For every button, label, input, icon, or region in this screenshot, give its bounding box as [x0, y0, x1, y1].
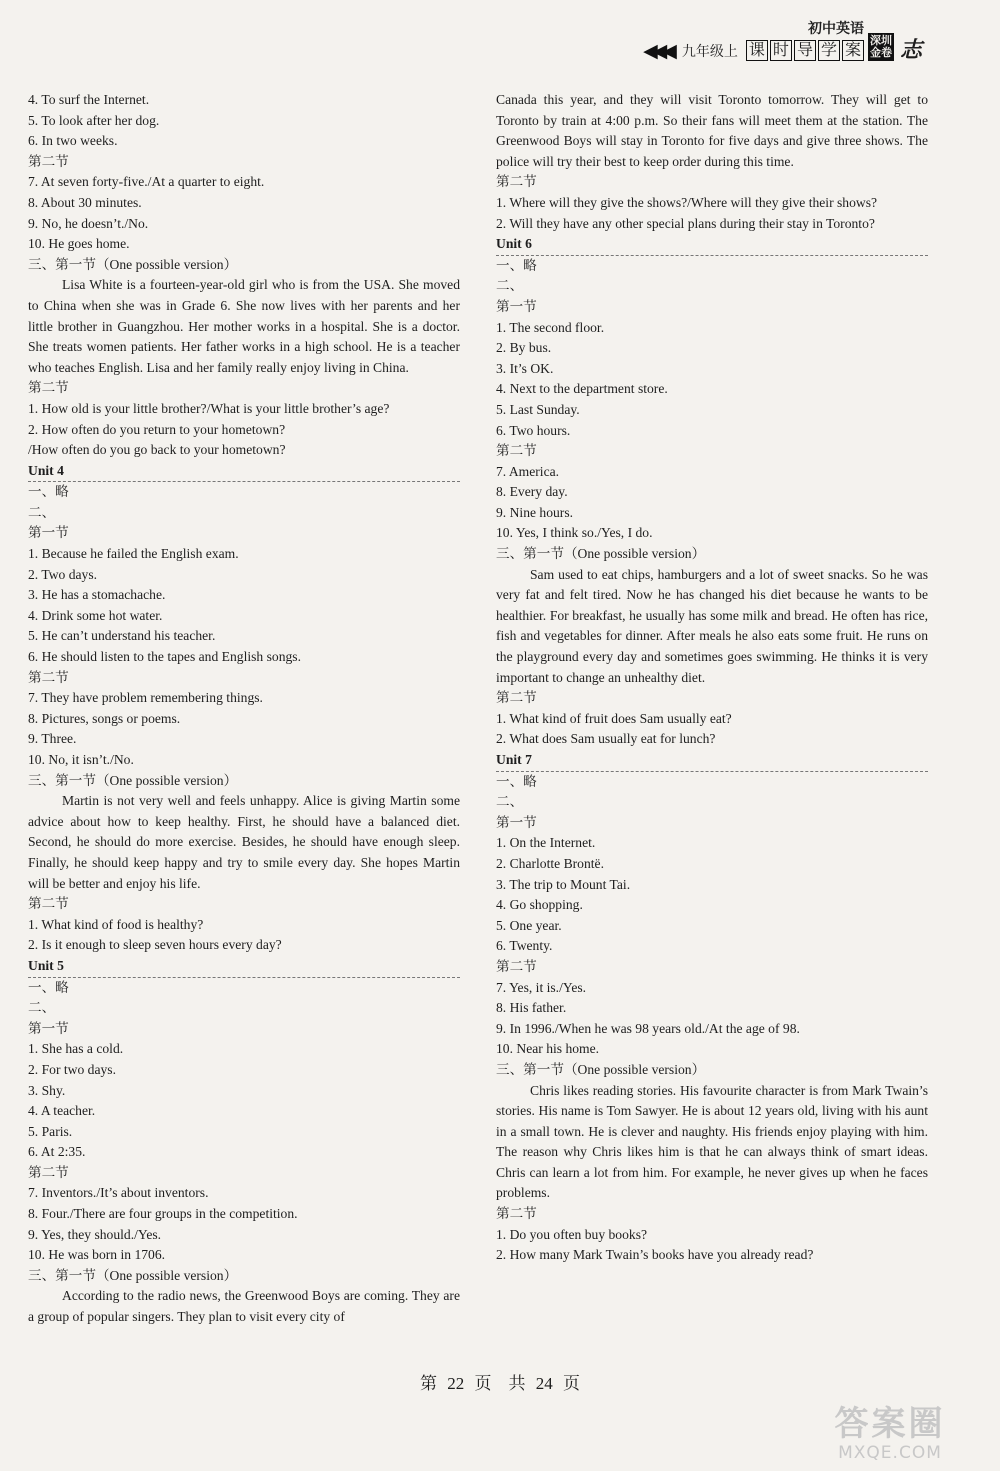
answer-line: 4. Drink some hot water.	[28, 607, 163, 623]
page-header	[643, 18, 922, 61]
answer-paragraph: Martin is not very well and feels unhappy. Alice is giving Martin some advice about how to keep healthy. First, he should have a balanced diet. Second, he should do more exercise. Besides, he should have enough sleep. Finally, he should keep happy and try to smile every day. She hopes Martin will be better and enjoy his life.	[28, 793, 460, 891]
series-title: 初中英语	[807, 22, 864, 37]
answer-line: 2. How often do you return to your hometown?	[28, 421, 286, 437]
answer-line: 9. No, he doesn’t./No.	[28, 215, 149, 231]
answer-line: 6. At 2:35.	[28, 1144, 86, 1160]
answer-line: 6. In two weeks.	[28, 133, 118, 149]
section-heading: 三、第一节（One possible version）	[496, 1061, 706, 1077]
answer-line: 9. In 1996./When he was 98 years old./At the age of 98.	[496, 1020, 800, 1036]
section-heading: 第二节	[28, 1164, 69, 1180]
answer-line: 1. She has a cold.	[28, 1041, 124, 1057]
section-heading: 第二节	[28, 153, 69, 169]
answer-line: 7. Yes, it is./Yes.	[496, 979, 587, 995]
answer-line: 4. Go shopping.	[496, 897, 583, 913]
section-heading: 第一节	[28, 525, 69, 541]
answer-line: 6. Twenty.	[496, 938, 553, 954]
answer-line: 2. How many Mark Twain’s books have you already read?	[496, 1247, 814, 1263]
answer-paragraph: Canada this year, and they will visit Toronto tomorrow. They will get to Toronto by train at 4:00 p.m. So their fans will meet them at the station. The Greenwood Boys will stay in Toronto for five days and give three shows. The police will try their best to keep order during this time.	[496, 92, 928, 169]
header-box-4: 学	[818, 40, 840, 61]
grade-label: 九年级上	[681, 45, 738, 60]
watermark	[810, 1405, 970, 1463]
answer-paragraph: Lisa White is a fourteen-year-old girl who is from the USA. She moved to China when she was in Grade 6. She now lives with her parents and her little brother in Guangzhou. Her mother works in a hospital. She is a doctor. She treats women patients. Her father works in a high school. He is a teacher who teaches English. Lisa and her family really enjoy living in China.	[28, 277, 460, 375]
section-heading: 三、第一节（One possible version）	[28, 256, 238, 272]
watermark-top: 答案圈	[834, 1404, 946, 1444]
right-column	[496, 90, 928, 1266]
brand-logo: 志	[899, 37, 922, 62]
answer-line: 5. Paris.	[28, 1123, 73, 1139]
region-bottom: 金卷	[869, 47, 892, 59]
answer-line: 4. To surf the Internet.	[28, 92, 150, 107]
answer-line: 1. Because he failed the English exam.	[28, 546, 239, 562]
answer-line: 2. Charlotte Brontë.	[496, 855, 604, 871]
section-heading: 第二节	[28, 896, 69, 912]
triple-arrow-icon: ◀◀◀	[643, 41, 672, 62]
answer-line: 4. Next to the department store.	[496, 381, 668, 397]
answer-line: 8. About 30 minutes.	[28, 194, 142, 210]
answer-line: 5. One year.	[496, 917, 562, 933]
answer-paragraph: Chris likes reading stories. His favourite character is from Mark Twain’s stories. His name is Tom Sawyer. He is about 12 years old, living with his aunt in a small town. He is clever and naughty. His friends enjoy playing with him. The reason why Chris likes him is that he can always think of smart ideas. Chris can learn a lot from him. For example, he never gives up when he faces problems.	[496, 1082, 928, 1201]
region-badge	[868, 33, 894, 61]
unit-heading: Unit 4	[28, 461, 460, 483]
answer-line: 3. Shy.	[28, 1082, 66, 1098]
answer-line: 5. To look after her dog.	[28, 112, 160, 128]
answer-line: 7. They have problem remembering things.	[28, 690, 263, 706]
answer-line: 8. Pictures, songs or poems.	[28, 710, 181, 726]
answer-line: 1. On the Internet.	[496, 835, 596, 851]
section-heading: 第二节	[28, 380, 69, 396]
unit-heading: Unit 6	[496, 234, 928, 256]
answer-line: 10. Near his home.	[496, 1041, 600, 1057]
unit-heading: Unit 7	[496, 750, 928, 772]
series-block	[746, 18, 864, 61]
header-box-1: 课	[746, 40, 768, 61]
answer-line: 10. No, it isn’t./No.	[28, 752, 134, 767]
answer-line: 7. Inventors./It’s about inventors.	[28, 1185, 209, 1201]
answer-line: 1. What kind of fruit does Sam usually eat?	[496, 710, 732, 726]
section-heading: 第一节	[496, 298, 537, 314]
answer-line: 3. The trip to Mount Tai.	[496, 876, 631, 892]
answer-line: 5. He can’t understand his teacher.	[28, 628, 216, 644]
answer-line: 8. Four./There are four groups in the competition.	[28, 1206, 298, 1222]
section-heading: 第一节	[28, 1020, 69, 1036]
answer-line: 1. Do you often buy books?	[496, 1226, 648, 1242]
section-heading: 一、略	[496, 773, 537, 789]
section-heading: 二、	[496, 278, 524, 294]
section-heading: 三、第一节（One possible version）	[28, 772, 238, 788]
answer-line: 1. What kind of food is healthy?	[28, 916, 204, 932]
section-heading: 一、略	[496, 257, 537, 273]
unit-heading: Unit 5	[28, 956, 460, 978]
answer-line: 2. Is it enough to sleep seven hours every day?	[28, 937, 282, 953]
series-boxes	[746, 40, 864, 61]
section-heading: 第二节	[28, 669, 69, 685]
left-column	[28, 90, 460, 1328]
header-box-5: 案	[842, 40, 864, 61]
section-heading: 二、	[28, 504, 56, 520]
answer-line: 2. Two days.	[28, 566, 98, 582]
section-heading: 二、	[28, 1000, 56, 1016]
answer-line: /How often do you go back to your hometown?	[28, 442, 286, 458]
section-heading: 三、第一节（One possible version）	[28, 1267, 238, 1283]
answer-line: 3. It’s OK.	[496, 360, 554, 376]
section-heading: 第二节	[496, 958, 537, 974]
answer-line: 8. Every day.	[496, 484, 568, 500]
answer-line: 1. How old is your little brother?/What is your little brother’s age?	[28, 400, 390, 416]
answer-paragraph: Sam used to eat chips, hamburgers and a lot of sweet snacks. So he was very fat and felt tired. Now he has changed his diet because he wants to be healthier. For breakfast, he usually has some milk and bread. He often has rice, fish and vegetables for dinner. After meals he also eats some fruit. He runs on the playground every day and sometimes goes swimming. He thinks it is very important to change an unhealthy diet.	[496, 566, 928, 685]
answer-line: 10. He goes home.	[28, 236, 130, 252]
answer-line: 2. What does Sam usually eat for lunch?	[496, 731, 716, 747]
section-heading: 第二节	[496, 174, 537, 190]
section-heading: 一、略	[28, 979, 69, 995]
section-heading: 三、第一节（One possible version）	[496, 546, 706, 562]
answer-line: 1. Where will they give the shows?/Where will they give their shows?	[496, 194, 878, 210]
answer-line: 6. He should listen to the tapes and English songs.	[28, 649, 301, 665]
answer-line: 10. He was born in 1706.	[28, 1247, 166, 1263]
answer-line: 2. By bus.	[496, 340, 552, 356]
answer-line: 9. Three.	[28, 731, 77, 747]
answer-line: 7. At seven forty-five./At a quarter to eight.	[28, 174, 265, 190]
answer-line: 2. Will they have any other special plans during their stay in Toronto?	[496, 215, 875, 231]
section-heading: 第二节	[496, 690, 537, 706]
answer-line: 7. America.	[496, 463, 560, 479]
header-box-2: 时	[770, 40, 792, 61]
section-heading: 第二节	[496, 443, 537, 459]
region-top: 深圳	[869, 35, 892, 47]
watermark-bottom: MXQE.COM	[838, 1443, 942, 1463]
answer-line: 9. Nine hours.	[496, 504, 574, 520]
answer-line: 1. The second floor.	[496, 319, 605, 335]
answer-line: 8. His father.	[496, 1000, 567, 1016]
header-box-3: 导	[794, 40, 816, 61]
answer-line: 2. For two days.	[28, 1061, 116, 1077]
section-heading: 一、略	[28, 484, 69, 500]
section-heading: 第一节	[496, 814, 537, 830]
answer-line: 4. A teacher.	[28, 1103, 96, 1119]
section-heading: 二、	[496, 794, 524, 810]
page-number: 第 22 页 共 24 页	[420, 1374, 580, 1393]
answer-line: 5. Last Sunday.	[496, 401, 580, 417]
answer-line: 6. Two hours.	[496, 422, 571, 438]
answer-line: 9. Yes, they should./Yes.	[28, 1226, 162, 1242]
answer-line: 3. He has a stomachache.	[28, 587, 166, 603]
section-heading: 第二节	[496, 1206, 537, 1222]
answer-line: 10. Yes, I think so./Yes, I do.	[496, 525, 653, 541]
answer-paragraph: According to the radio news, the Greenwood Boys are coming. They are a group of popular singers. They plan to visit every city of	[28, 1288, 460, 1325]
